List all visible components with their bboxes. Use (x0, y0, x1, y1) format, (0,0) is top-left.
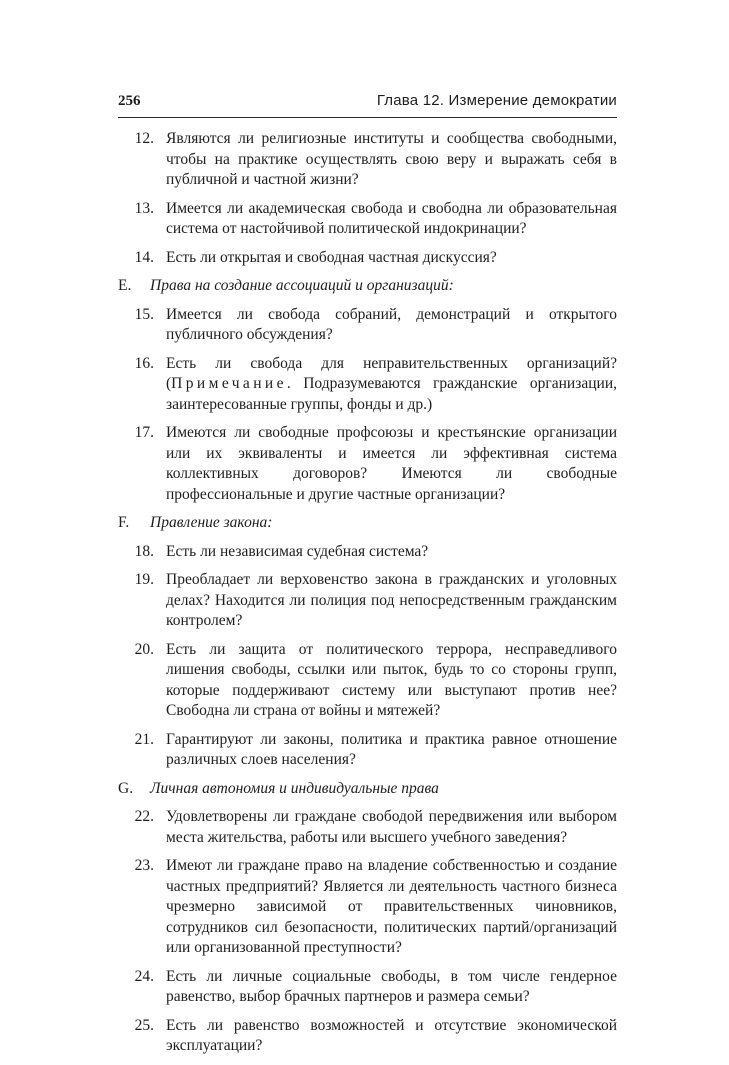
item-number: 21. (134, 730, 154, 748)
section-title: Правление закона: (150, 514, 273, 531)
item-text: Преобладает ли верховенство закона в гражданских и уголовных делах? Находится ли полиция под непосредственным гражданским контролем? (166, 571, 617, 629)
item-number: 14. (134, 248, 154, 266)
section-heading (118, 779, 617, 800)
item-number: 23. (134, 857, 154, 874)
list-item (118, 570, 617, 632)
item-text-before-note: Есть ли свобода для неправительственных организаций? ( (166, 354, 617, 392)
item-text: Есть ли защита от политического террора, несправедливого лишения свободы, ссылки или пыток, будь то со стороны групп, которые поддерживают систему или выступают против нее? Свободна ли страна от войны и мятежей? (166, 640, 617, 719)
item-text: Есть ли равенство возможностей и отсутствие экономической эксплуатации? (166, 1016, 617, 1054)
section-title: Личная автономия и индивидуальные права (150, 779, 439, 797)
item-number: 15. (134, 305, 154, 323)
list-item (118, 423, 617, 505)
item-text: Есть ли личные социальные свободы, в том числе гендерное равенство, выбор брачных партнеров и размера семьи? (166, 967, 617, 1005)
list-item (118, 199, 617, 240)
item-number: 20. (134, 640, 154, 658)
list-item (118, 542, 617, 563)
item-number: 17. (134, 424, 154, 441)
item-number: 13. (134, 199, 154, 217)
item-text: Есть ли независимая судебная система? (166, 542, 429, 560)
list-item (118, 305, 617, 346)
section-heading (118, 513, 617, 534)
item-text: Имеются ли свободные профсоюзы и крестьянские организации или их эквиваленты и имеется ли эффективная система коллективных договоров? Имеются ли свободные профессиональные и другие частные организации? (166, 424, 617, 503)
running-title: Глава 12. Измерение демократии (376, 92, 617, 109)
section-title: Права на создание ассоциаций и организаций: (150, 277, 454, 294)
section-heading (118, 276, 617, 297)
list-item (118, 640, 617, 722)
item-text: Есть ли открытая и свободная частная дискуссия? (166, 248, 497, 266)
list-item (118, 856, 617, 959)
section-letter: G. (118, 779, 134, 797)
list-item (118, 129, 617, 191)
item-text: Имеется ли свобода собраний, демонстраций и открытого публичного обсуждения? (166, 305, 617, 343)
header-rule (118, 117, 617, 118)
page-header (118, 92, 617, 110)
item-number: 19. (134, 571, 154, 588)
page-body (118, 129, 617, 1065)
item-text: Имеется ли академическая свобода и свободна ли образовательная система от настойчивой политической индокринации? (166, 199, 617, 237)
list-item (118, 807, 617, 848)
item-text-after-note: . Подразумеваются гражданские организации, заинтересованные группы, фонды и др.) (166, 375, 617, 413)
list-item (118, 730, 617, 771)
item-text: Являются ли религиозные институты и сообщества свободными, чтобы на практике осуществлять свою веру и выражать себя в публичной и частной жизни? (166, 130, 617, 188)
item-number: 24. (134, 967, 154, 985)
item-text: Имеют ли граждане право на владение собственностью и создание частных предприятий? Является ли деятельность частного бизнеса чрезмерно зависимой от правительственных чиновников, сотрудников сил безопасности, политических партий/организаций или организованной преступности? (166, 857, 617, 956)
list-item (118, 248, 617, 269)
section-letter: F. (118, 514, 130, 531)
note-label: Примечание (171, 375, 287, 392)
item-number: 25. (134, 1016, 154, 1034)
list-item (118, 1016, 617, 1057)
list-item (118, 354, 617, 416)
list-item (118, 967, 617, 1008)
page-number: 256 (118, 93, 141, 109)
item-number: 16. (134, 354, 154, 372)
item-number: 12. (134, 130, 154, 147)
item-text: Гарантируют ли законы, политика и практика равное отношение различных слоев населения? (166, 730, 617, 768)
item-text: Удовлетворены ли граждане свободой передвижения или выбором места жительства, работы или высшего учебного заведения? (166, 808, 617, 846)
item-number: 22. (134, 808, 154, 825)
item-number: 18. (134, 542, 154, 560)
section-letter: E. (118, 277, 132, 294)
